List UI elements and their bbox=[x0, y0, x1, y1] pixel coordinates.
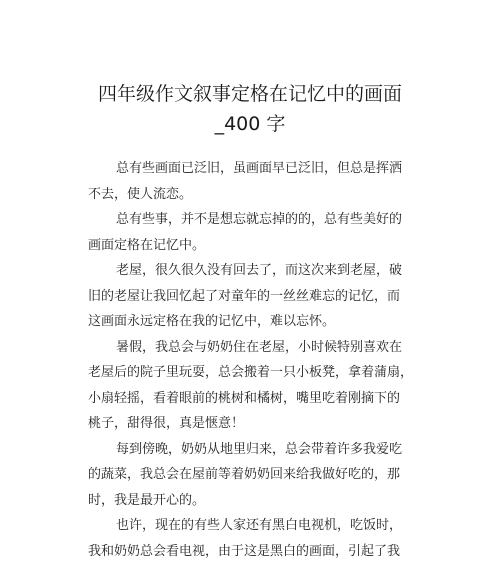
paragraph-3 bbox=[88, 258, 426, 335]
paragraph-line: 每到傍晚，奶奶从地里归来，总会带着许多我爱吃 bbox=[116, 441, 403, 457]
paragraph-6 bbox=[88, 513, 426, 564]
paragraph-1 bbox=[88, 156, 426, 207]
paragraph-5 bbox=[88, 437, 426, 514]
paragraph-line: 暑假，我总会与奶奶住在老屋，小时候特别喜欢在 bbox=[116, 339, 403, 355]
paragraph-line: 画面定格在记忆中。 bbox=[88, 237, 206, 253]
title-line-2: _400 字 bbox=[214, 112, 286, 135]
paragraph-line: 老屋，很久很久没有回去了，而这次来到老屋，破 bbox=[116, 263, 403, 278]
paragraph-line: 时，我是最开心的。 bbox=[88, 492, 206, 508]
paragraph-line: 不去，使人流恋。 bbox=[88, 186, 193, 202]
paragraph-line: 也许，现在的有些人家还有黑白电视机，吃饭时， bbox=[116, 518, 403, 533]
paragraph-line: 总有些画面已泛旧，虽画面早已泛旧，但总是挥洒 bbox=[116, 161, 403, 176]
paragraph-line: 桃子，甜得很，真是惬意！ bbox=[88, 416, 245, 431]
paragraph-line: 我和奶奶总会看电视，由于这是黑白的画面，引起了我 bbox=[88, 543, 401, 559]
paragraph-line: 总有些事，并不是想忘就忘掉的的，总有些美好的 bbox=[116, 212, 403, 227]
paragraph-line: 小扇轻摇，看着眼前的桃树和橘树，嘴里吃着刚摘下的 bbox=[88, 390, 401, 406]
document-title bbox=[60, 79, 440, 139]
paragraph-line: 这画面永远定格在我的记忆中，难以忘怀。 bbox=[88, 314, 336, 329]
paragraph-line: 的蔬菜，我总会在屋前等着奶奶回来给我做好吃的，那 bbox=[88, 467, 401, 482]
paragraph-4 bbox=[88, 335, 426, 437]
paragraph-2 bbox=[88, 207, 426, 258]
paragraph-line: 老屋后的院子里玩耍，总会搬着一只小板凳，拿着蒲扇， bbox=[88, 365, 414, 380]
title-line-1: 四年级作文叙事定格在记忆中的画面 bbox=[97, 82, 402, 105]
paragraph-line: 旧的老屋让我回忆起了对童年的一丝丝难忘的记忆，而 bbox=[88, 288, 401, 304]
document-body bbox=[88, 156, 426, 564]
